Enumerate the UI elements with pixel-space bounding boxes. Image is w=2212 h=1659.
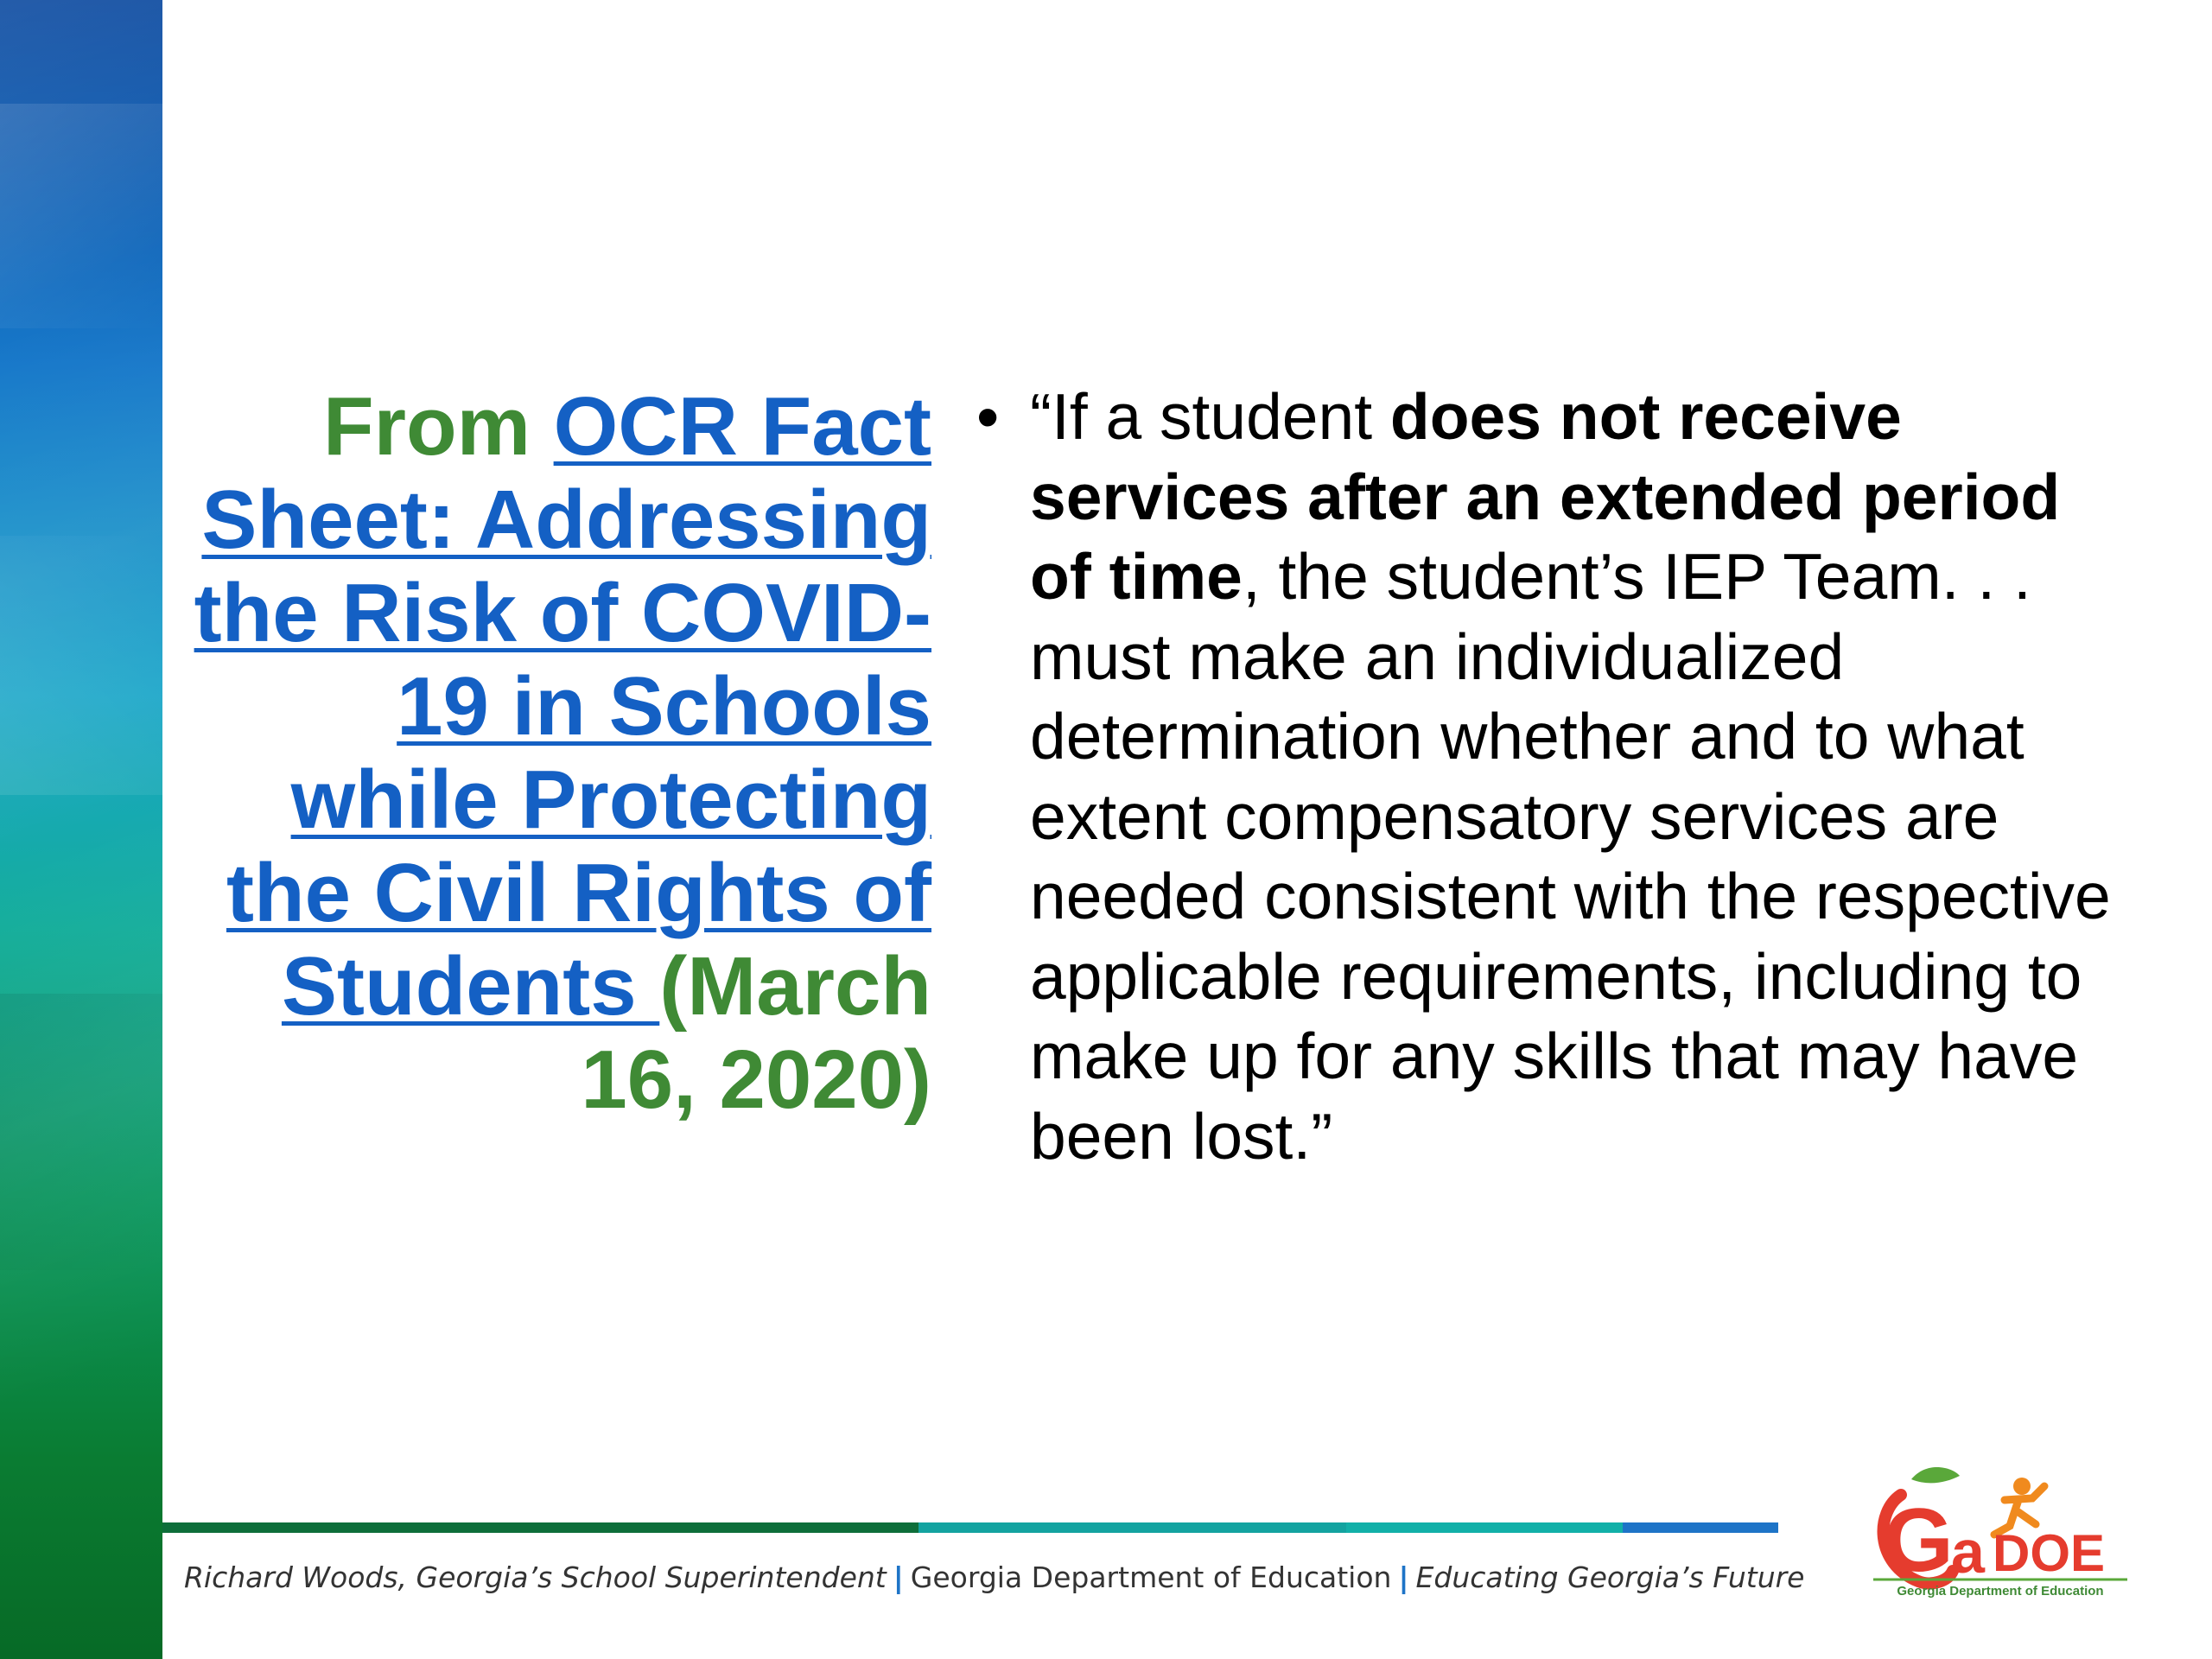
bullet-list xyxy=(976,377,2126,1176)
quote-text-bold: does not receive services after an extended period of time xyxy=(1030,380,2061,613)
footer-rule-teal xyxy=(918,1522,1346,1533)
footer-rule-blue xyxy=(1623,1522,1778,1533)
quote-bullet xyxy=(976,377,2126,1176)
footer-superintendent: Richard Woods, Georgia’s School Superintendent xyxy=(184,1560,887,1594)
quote-text-end: , the student’s IEP Team. . . must make an individualized determination whether and to what extent compensatory services are needed consistent with the respective applicable requirements, including to make up for any skills that may have been lost.” xyxy=(1030,540,2111,1173)
footer-separator: | xyxy=(1398,1560,1409,1594)
footer-rule-aqua xyxy=(1346,1522,1623,1533)
bullet-icon: • xyxy=(976,380,1000,453)
footer-rule-green xyxy=(162,1522,918,1533)
slide-title xyxy=(173,380,931,1127)
figure-head-icon xyxy=(2013,1478,2031,1495)
band-facet xyxy=(0,994,162,1270)
footer-separator: | xyxy=(893,1560,904,1594)
quote-text-start: “If a student xyxy=(1030,380,1390,453)
footer-text xyxy=(184,1560,1804,1594)
footer-department: Georgia Department of Education xyxy=(910,1560,1392,1594)
band-facet xyxy=(0,104,162,328)
footer-slogan: Educating Georgia’s Future xyxy=(1415,1560,1805,1594)
logo-subtitle: Georgia Department of Education xyxy=(1897,1584,2104,1599)
side-decorative-band xyxy=(0,0,162,1659)
logo-g: G xyxy=(1884,1491,1954,1591)
title-date: (March 16, 2020) xyxy=(581,940,931,1126)
ocr-fact-sheet-link[interactable]: OCR Fact Sheet: Addressing the Risk of COVID-19 in Schools while Protecting the Civil Rights of Students xyxy=(194,380,931,1033)
title-prefix: From xyxy=(322,380,554,473)
footer-rule xyxy=(162,1522,1778,1533)
gadoe-logo xyxy=(1866,1460,2134,1607)
leaf-icon xyxy=(1911,1467,1960,1483)
logo-doe: DOE xyxy=(1993,1524,2106,1582)
band-facet xyxy=(0,536,162,795)
logo-a: a xyxy=(1951,1518,1985,1586)
